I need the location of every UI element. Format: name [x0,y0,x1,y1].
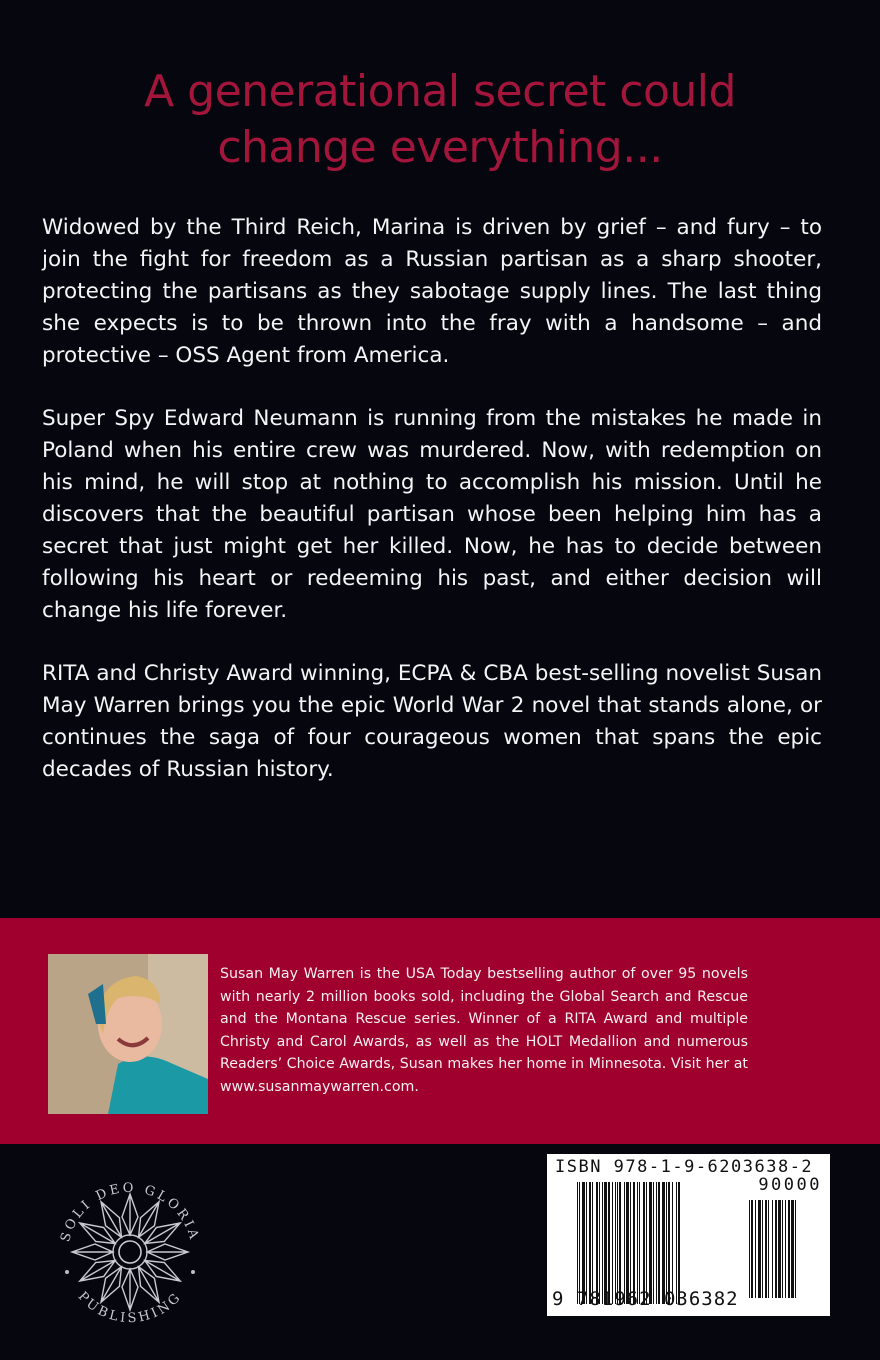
barcode-bar [751,1200,753,1298]
price-addon: 90000 [758,1175,822,1195]
barcode-bar [615,1182,616,1304]
barcode-bar [582,1182,585,1304]
barcode-bar [762,1200,763,1298]
barcode-bar [586,1182,587,1304]
author-bio: Susan May Warren is the USA Today bestselling author of over 95 novels with nearly 2 million books sold, including the Global Search and Rescue and the Montana Rescue series. Winner of a RITA Award and multiple Christy and Carol Awards, as well as the HOLT Medallion and numerous Readers’ Choice Awards, Susan makes her home in Minnesota. Visit her at www.susanmaywarren.com. [220,966,748,1095]
barcode-bars-addon [749,1200,823,1298]
barcode-bar [589,1182,591,1304]
cover-headline [0,64,880,176]
barcode-bar [778,1200,781,1298]
headline-line-2: change everything... [217,122,663,173]
barcode-bar [672,1182,673,1304]
barcode-bar [612,1182,613,1304]
barcode-bar [637,1182,638,1304]
barcode-bar [608,1182,610,1304]
barcode-bar [678,1182,680,1304]
barcode-bar [599,1182,600,1304]
barcode-bar [633,1182,635,1304]
isbn-barcode [547,1154,830,1316]
barcode-bar [795,1200,796,1298]
barcode-bar [785,1200,786,1298]
blurb-paragraph-1: Widowed by the Third Reich, Marina is driven by grief – and fury – to join the fight for freedom as a Russian partisan as a sharp shooter, protecting the partisans as they sabotage supply lines. The last thing she expects is to be thrown into the fray with a handsome – and protective – OSS Agent from America. [42,215,822,368]
barcode-bar [626,1182,629,1304]
flower-emblem-icon [50,1172,210,1332]
barcode-bar [602,1182,603,1304]
barcode-bar [772,1200,773,1298]
barcode-bar [666,1182,667,1304]
barcode-digits: 9 781962 036382 [552,1288,739,1310]
publisher-top-text: SOLI DEO GLORIA [58,1180,202,1244]
petal-icon [122,1194,138,1235]
barcode-bar [662,1182,665,1304]
barcode-bar [775,1200,777,1298]
barcode-bar [653,1182,654,1304]
petal-icon [72,1244,113,1260]
barcode-bars-main [577,1182,735,1304]
barcode-bar [630,1182,631,1304]
petal-icon [147,1244,188,1260]
author-portrait-icon [48,954,208,1114]
publisher-bottom-text: PUBLISHING [74,1289,186,1327]
barcode-bar [604,1182,607,1304]
barcode-bar [782,1200,783,1298]
barcode-bar [617,1182,618,1304]
barcode-bar [755,1200,756,1298]
barcode-bar [765,1200,767,1298]
barcode-bar [658,1182,660,1304]
barcode-bar [791,1200,794,1298]
blurb-paragraph-2: Super Spy Edward Neumann is running from the mistakes he made in Poland when his entire crew was murdered. Now, with redemption on his mind, he will stop at nothing to accomplish his mission. Until he discovers that the beautiful partisan whose been helping him has a secret that just might get her killed. Now, he has to decide between following his heart or redeeming his past, and either decision will change his life forever. [42,406,822,623]
barcode-bar [788,1200,790,1298]
headline-line-1: A generational secret could [144,66,736,117]
barcode-bar [596,1182,598,1304]
barcode-bar [656,1182,657,1304]
barcode-bar [676,1182,677,1304]
barcode-bar [758,1200,761,1298]
barcode-bar [768,1200,769,1298]
author-photo [48,954,208,1114]
petal-icon [122,1269,138,1310]
barcode-bar [619,1182,621,1304]
barcode-bar [624,1182,625,1304]
barcode-bar [649,1182,652,1304]
barcode-bar [592,1182,593,1304]
blurb-paragraph-3: RITA and Christy Award winning, ECPA & CBA best-selling novelist Susan May Warren brings you the epic World War 2 novel that stands alone, or continues the saga of four courageous women that spans the epic decades of Russian history. [42,661,822,782]
barcode-bar [639,1182,640,1304]
barcode-bar [749,1200,750,1298]
barcode-bar [668,1182,670,1304]
barcode-bar [579,1182,580,1304]
barcode-bar [646,1182,647,1304]
barcode-bar [577,1182,578,1304]
isbn-label: ISBN 978-1-9-6203638-2 [555,1157,814,1177]
publisher-logo [50,1172,210,1332]
barcode-bar [643,1182,645,1304]
